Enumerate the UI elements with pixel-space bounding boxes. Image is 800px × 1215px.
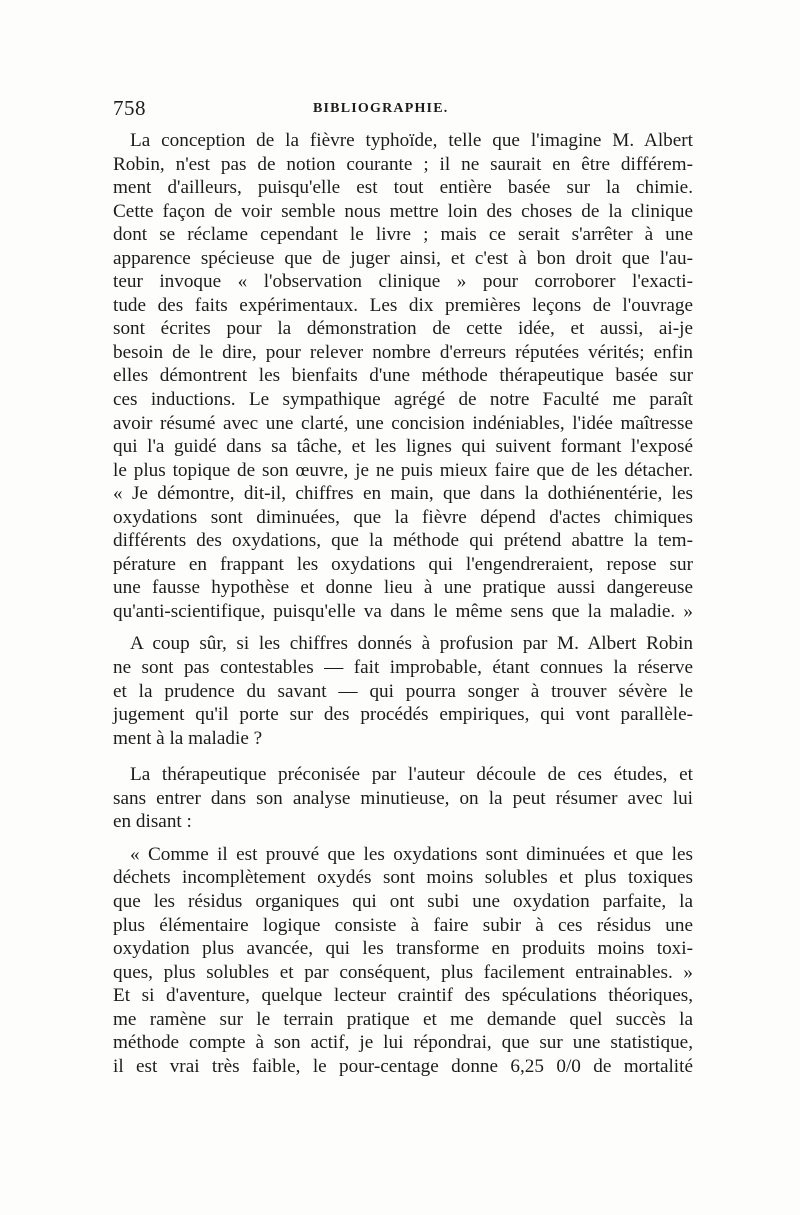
text-line: « Comme il est prouvé que les oxydations sont diminuées et que les	[130, 843, 693, 865]
text-line: une fausse hypothèse et donne lieu à une pratique aussi dangereuse	[113, 577, 693, 599]
text-line: A coup sûr, si les chiffres donnés à profusion par M. Albert Robin	[130, 633, 693, 655]
text-line: dont se réclame cependant le livre ; mais ce serait s'arrêter à une	[113, 224, 693, 246]
text-line: Robin, n'est pas de notion courante ; il ne saurait en être différem-	[113, 153, 693, 175]
text-line: apparence spécieuse que de juger ainsi, et c'est à bon droit que l'au-	[113, 247, 693, 269]
text-line: La thérapeutique préconisée par l'auteur découle de ces études, et	[130, 764, 693, 786]
text-line: La conception de la fièvre typhoïde, telle que l'imagine M. Albert	[130, 130, 693, 151]
text-line: ment d'ailleurs, puisqu'elle est tout entière basée sur la chimie.	[113, 177, 693, 199]
paragraph-1	[113, 129, 693, 623]
text-line: méthode compte à son actif, je lui répondrai, que sur une statistique,	[113, 1032, 693, 1054]
text-line: déchets incomplètement oxydés sont moins solubles et plus toxiques	[113, 867, 693, 889]
text-line: jugement qu'il porte sur des procédés empiriques, qui vont parallèle-	[113, 704, 693, 726]
text-line: « Je démontre, dit-il, chiffres en main, que dans la dothiénentérie, les	[113, 483, 693, 505]
text-line: différents des oxydations, que la méthode qui prétend abattre la tem-	[113, 530, 693, 552]
text-line: avoir résumé avec une clarté, une concision indéniables, l'idée maîtresse	[113, 412, 693, 434]
text-line: le plus topique de son œuvre, je ne puis mieux faire que de les détacher.	[113, 459, 693, 481]
text-line: plus élémentaire logique consiste à faire subir à ces résidus une	[113, 914, 693, 936]
text-line: et la prudence du savant — qui pourra songer à trouver sévère le	[113, 680, 693, 702]
text-line: en disant :	[113, 811, 192, 833]
running-head: BIBLIOGRAPHIE.	[313, 101, 449, 116]
text-line: Et si d'aventure, quelque lecteur craintif des spéculations théoriques,	[113, 985, 693, 1007]
text-line: que les résidus organiques qui ont subi une oxydation parfaite, la	[113, 890, 693, 912]
text-line: pérature en frappant les oxydations qui l'engendreraient, repose sur	[113, 553, 693, 575]
paragraph-3	[113, 763, 693, 834]
text-line: ment à la maladie ?	[113, 727, 263, 749]
text-line: besoin de le dire, pour relever nombre d'erreurs réputées vérités; enfin	[113, 341, 693, 363]
text-line: ne sont pas contestables — fait improbable, étant connues la réserve	[113, 657, 693, 679]
text-line: oxydations sont diminuées, que la fièvre dépend d'actes chimiques	[113, 506, 693, 528]
text-line: Cette façon de voir semble nous mettre loin des choses de la clinique	[113, 200, 693, 222]
text-line: tude des faits expérimentaux. Les dix premières leçons de l'ouvrage	[113, 294, 693, 316]
text-line: elles démontrent les bienfaits d'une méthode thérapeutique basée sur	[113, 365, 693, 387]
text-line: il est vrai très faible, le pour-centage donne 6,25 0/0 de mortalité	[113, 1055, 693, 1077]
text-line: qui l'a guidé dans sa tâche, et les lignes qui suivent formant l'exposé	[113, 436, 693, 458]
text-line: sont écrites pour la démonstration de cette idée, et aussi, ai-je	[113, 318, 693, 340]
body-text	[113, 129, 693, 1078]
text-line: qu'anti-scientifique, puisqu'elle va dans le même sens que la maladie. »	[113, 600, 693, 622]
paragraph-4	[113, 843, 693, 1078]
page-number: 758	[113, 96, 146, 120]
text-line: sans entrer dans son analyse minutieuse, on la peut résumer avec lui	[113, 787, 693, 809]
text-line: teur invoque « l'observation clinique » pour corroborer l'exacti-	[113, 271, 693, 293]
text-line: ces inductions. Le sympathique agrégé de notre Faculté me paraît	[113, 389, 693, 411]
text-line: ques, plus solubles et par conséquent, plus facilement entrainables. »	[113, 961, 693, 983]
paragraph-2	[113, 632, 693, 750]
text-line: oxydation plus avancée, qui les transforme en produits moins toxi-	[113, 938, 693, 960]
page-header	[113, 96, 693, 120]
text-line: me ramène sur le terrain pratique et me demande quel succès la	[113, 1008, 693, 1030]
